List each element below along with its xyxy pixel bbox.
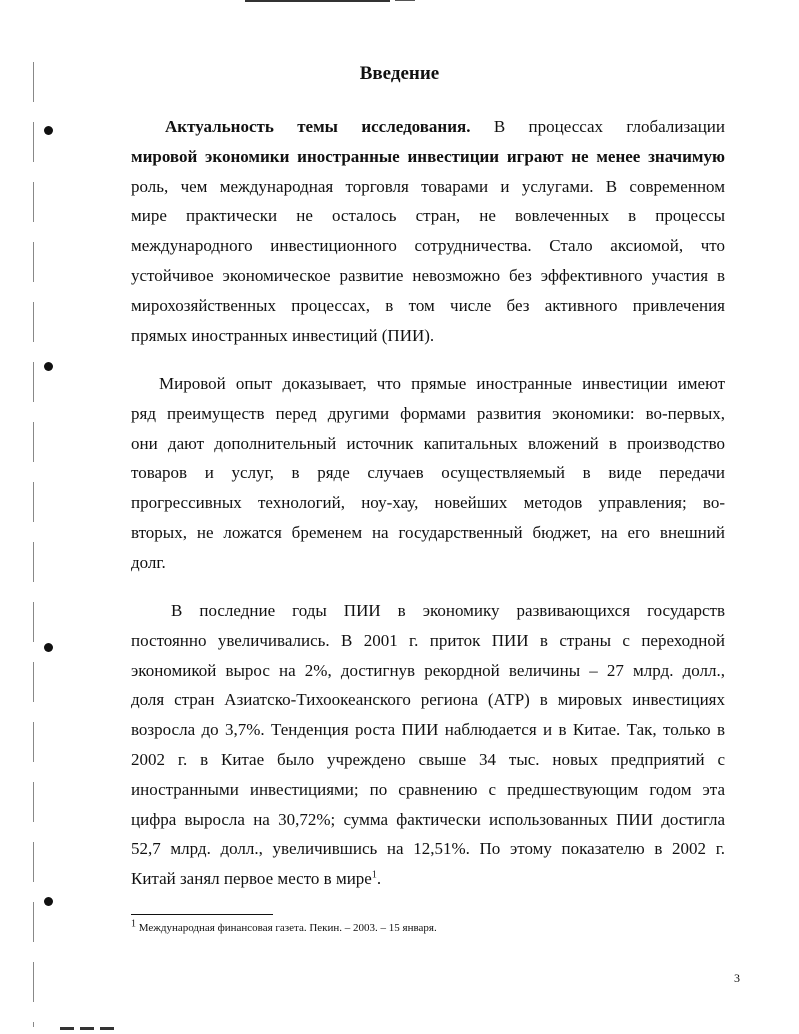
paragraph-relevance (131, 112, 725, 350)
punch-hole-mark (44, 362, 53, 371)
footnote-ref[interactable]: 1 (371, 869, 377, 881)
footnote-marker: 1 (131, 918, 136, 930)
text-line: международного инвестиционного сотрудничества. Стало аксиомой, что (131, 236, 725, 256)
text-line: ряд преимуществ перед другими формами развития экономики: во-первых, (131, 403, 725, 423)
paragraph-world-experience (131, 369, 725, 578)
text-line: прогрессивных технологий, ноу-хау, новейших методов управления; во- (131, 493, 725, 513)
text-line: цифра выросла на 30,72%; сумма фактически использованных ПИИ достигла (131, 809, 725, 829)
page-number: 3 (734, 971, 740, 985)
text-line: экономикой вырос на 2%, достигнув рекордной величины – 27 млрд. долл., (131, 660, 725, 680)
text-line: товаров и услуг, в ряде случаев осуществляемый в виде передачи (131, 463, 725, 483)
text-line: устойчивое экономическое развитие невозможно без эффективного участия в (131, 265, 725, 285)
text-line: доля стран Азиатско-Тихоокеанского региона (АТР) в мировых инвестициях (131, 690, 725, 710)
text-line: роль, чем международная торговля товарами и услугами. В современном (131, 176, 725, 196)
text-line: мире практически не осталось стран, не вовлеченных в процессы (131, 206, 725, 226)
text-line: долг. (131, 552, 166, 572)
text-line: мировой экономики иностранные инвестиции играют не менее значимую (131, 146, 725, 166)
paragraph-recent-years (131, 596, 725, 894)
text-line: 52,7 млрд. долл., увеличившись на 12,51%. По этому показателю в 2002 г. (131, 839, 725, 859)
text-line: Актуальность темы исследования. В процессах глобализации (165, 117, 726, 136)
footnote-separator (131, 914, 273, 915)
punch-hole-mark (44, 126, 53, 135)
punch-hole-mark (44, 643, 53, 652)
punch-hole-mark (44, 897, 53, 906)
text-line: мирохозяйственных процессах, в том числе без активного привлечения (131, 295, 725, 315)
text-line: вторых, не ложатся бременем на государственный бюджет, на его внешний (131, 522, 725, 542)
text-line: постоянно увеличивались. В 2001 г. приток ПИИ в страны с переходной (131, 630, 725, 650)
text-line: Китай занял первое место в мире$^1$. (131, 869, 382, 889)
page-title: Введение (359, 63, 440, 84)
scan-artifact (245, 0, 390, 2)
bold-lead: Актуальность темы исследования. (165, 117, 471, 136)
text-line: 2002 г. в Китае было учреждено свыше 34 тыс. новых предприятий с (131, 749, 725, 769)
footnote-text: Международная финансовая газета. Пекин. – 2003. – 15 января. (138, 922, 437, 934)
text-line: иностранными инвестициями; по сравнению с предшествующим годом эта (131, 779, 725, 799)
text-line: они дают дополнительный источник капитальных вложений в производство (131, 433, 725, 453)
text-line: возросла до 3,7%. Тенденция роста ПИИ наблюдается и в Китае. Так, только в (131, 720, 725, 740)
text-line: прямых иностранных инвестиций (ПИИ). (131, 325, 435, 345)
text-line: Мировой опыт доказывает, что прямые иностранные инвестиции имеют (159, 374, 725, 393)
scan-artifact (395, 0, 415, 1)
binding-margin-line (33, 62, 34, 1027)
footnote (131, 918, 437, 934)
text-line: В последние годы ПИИ в экономику развивающихся государств (171, 601, 725, 620)
scan-artifact (60, 1027, 120, 1030)
